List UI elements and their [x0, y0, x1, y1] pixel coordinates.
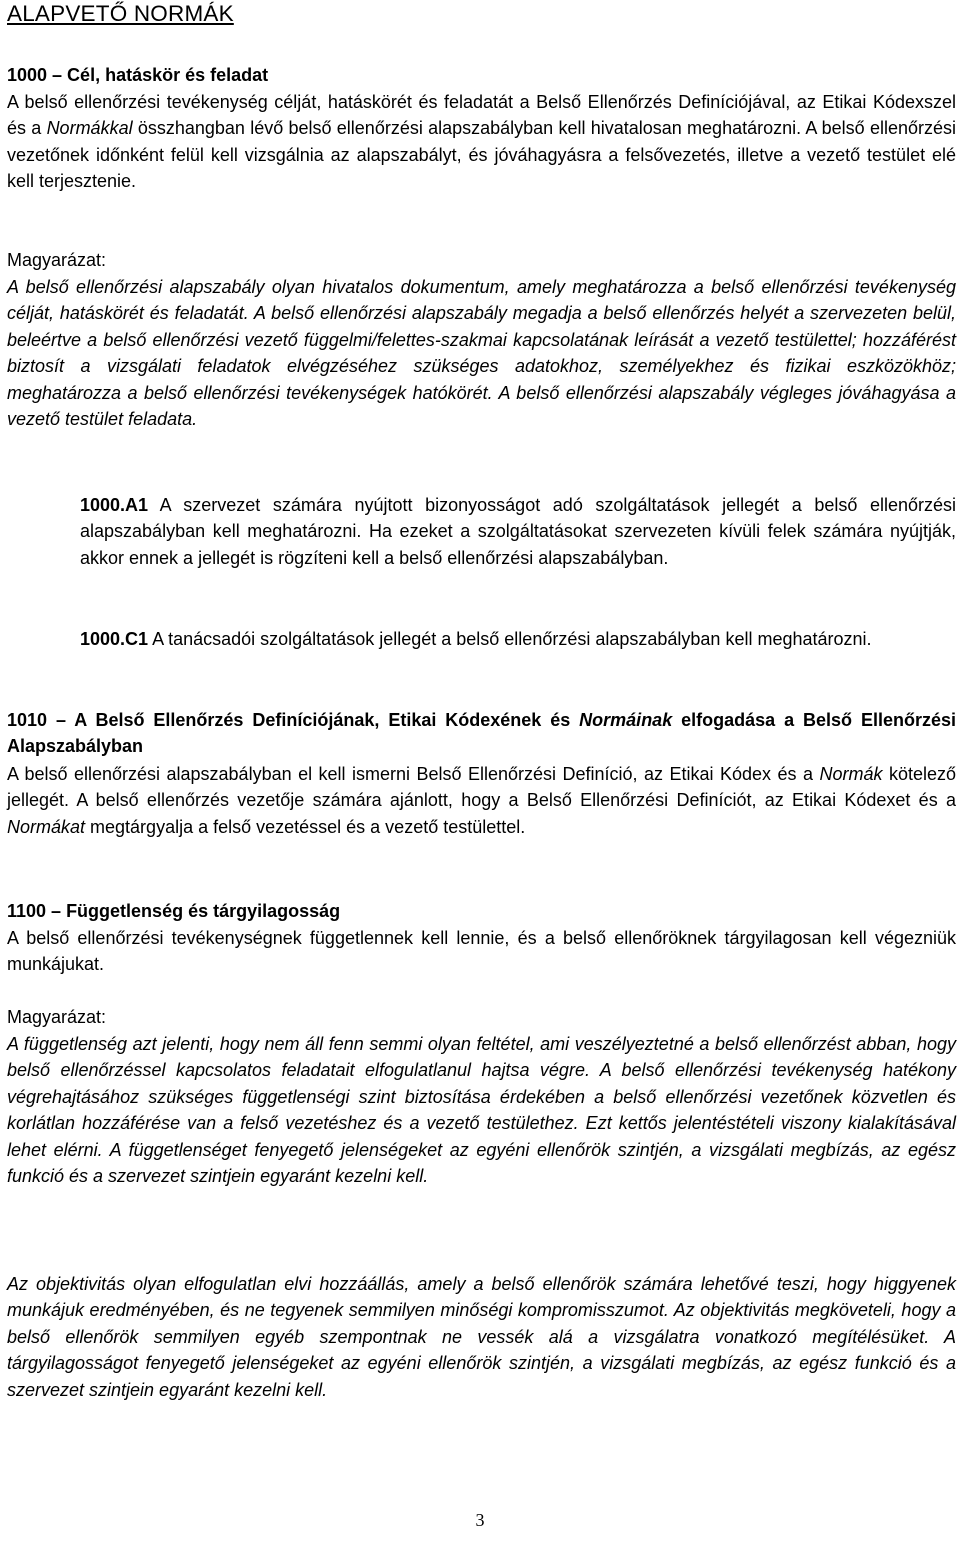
- section-1010-body-b: kötelező jellegét. A belső ellenőrzés vezetője számára ajánlott, hogy a Belső Ellenőrzési Definíciót, az Etikai Kódexet és a: [7, 764, 956, 811]
- section-1000-explanation-label: Magyarázat:: [7, 250, 107, 270]
- page-number: 3: [475, 1510, 485, 1530]
- section-1000-c1: [80, 626, 956, 652]
- section-1000-a1-text: A szervezet számára nyújtott bizonyosságot adó szolgáltatások jellegét a belső ellenőrzési alapszabályban kell meghatározni. Ha ezeket a szolgáltatásokat szervezeten kívüli felek számára nyújtják, akkor ennek a jellegét is rögzíteni kell a belső ellenőrzési alapszabályban.: [80, 495, 956, 568]
- section-1010-body-a: A belső ellenőrzési alapszabályban el kell ismerni Belső Ellenőrzési Definíció, az Etikai Kódex és a: [7, 764, 820, 784]
- section-1000-a1: [80, 492, 956, 571]
- section-1000-body-normakkal: Normákkal: [46, 118, 133, 139]
- section-1100-explanation-objectivity: Az objektivitás olyan elfogulatlan elvi hozzáállás, amely a belső ellenőrök számára lehetővé teszi, hogy higgyenek munkájuk eredményében, és ne tegyenek semmilyen minőségi kompromisszumot. Az objektivitás megköveteli, hogy a belső ellenőrök semmilyen egyéb szempontnak ne vessék alá a vizsgálatra vonatkozó megítélésüket. A tárgyilagosságot fenyegető jelenségeket az egyéni ellenőrök szintjén, a vizsgálati megbízás, az egész funkció és a szervezet szintjein egyaránt kezelni kell.: [7, 1274, 956, 1400]
- section-1000-body-b: összhangban lévő belső ellenőrzési alapszabályban kell hivatalosan meghatározni. A belső ellenőrzési vezetőnek időnként felül kell vizsgálnia az alapszabályt, és jóváhagyásra a felsővezetés, illetve a vezető testület elé kell terjesztenie.: [7, 118, 956, 192]
- section-1100-explanation-label: Magyarázat:: [7, 1007, 107, 1027]
- section-1010-heading-b: elfogadása a Belső Ellenőrzési Alapszabályban: [7, 710, 956, 757]
- section-1100-explanation-independence: A függetlenség azt jelenti, hogy nem áll fenn semmi olyan feltétel, ami veszélyeztetné a belső ellenőrzést abban, hogy belső ellenőrzéssel kapcsolatos feladatait elfogulatlanul hajtsa végre. A belső ellenőrzési tevékenység hatékony végrehajtásához szükséges függetlenségi szint biztosítása érdekében a belső ellenőrzési vezetőnek közvetlen és korlátlan hozzáférése van a felső vezetéshez és a vezető testülethez. Ezt kettős jelentéstételi viszony kialakításával lehet elérni. A függetlenséget fenyegető jelenségeket az egyéni ellenőrök szintjén, a vizsgálati megbízás, az egész funkció és a szervezet szintjein egyaránt kezelni kell.: [7, 1034, 956, 1187]
- section-1010-body-normakat: Normákat: [7, 816, 86, 837]
- section-1010-heading: [7, 707, 956, 760]
- section-1000-body: [7, 89, 956, 195]
- section-1000-c1-code: 1000.C1: [80, 629, 149, 649]
- section-1100-heading: 1100 – Függetlenség és tárgyilagosság: [7, 901, 341, 921]
- section-1100-body: A belső ellenőrzési tevékenységnek függetlennek kell lennie, és a belső ellenőröknek tárgyilagosan kell végezniük munkájukat.: [7, 928, 956, 975]
- section-1000-heading: 1000 – Cél, hatáskör és feladat: [7, 65, 269, 85]
- section-1000-a1-code: 1000.A1: [80, 495, 149, 515]
- section-1010-body: [7, 761, 956, 840]
- section-1000-c1-text: A tanácsadói szolgáltatások jellegét a belső ellenőrzési alapszabályban kell meghatározni.: [148, 629, 872, 649]
- section-1010-heading-normainak: Normáinak: [579, 710, 673, 730]
- section-1000-body-a: A belső ellenőrzési tevékenység célját, hatáskörét és feladatát a Belső Ellenőrzés Definíciójával, az Etikai Kódexszel és a: [7, 92, 956, 139]
- section-1010-heading-a: 1010 – A Belső Ellenőrzés Definíciójának, Etikai Kódexének és: [7, 710, 580, 730]
- section-1000-explanation: A belső ellenőrzési alapszabály olyan hivatalos dokumentum, amely meghatározza a belső ellenőrzési tevékenység célját, hatáskörét és feladatát. A belső ellenőrzési alapszabály megadja a belső ellenőrzés helyét a szervezeten belül, beleértve a belső ellenőrzési vezető függelmi/felettes-szakmai kapcsolatának leírását a vezető testülettel; hozzáférést biztosít a vizsgálati feladatok elvégzéséhez szükséges adatokhoz, személyekhez és fizikai eszközökhöz; meghatározza a belső ellenőrzési tevékenységek hatókörét. A belső ellenőrzési alapszabály végleges jóváhagyása a vezető testület feladata.: [7, 277, 956, 430]
- section-1010-body-c: megtárgyalja a felső vezetéssel és a vezető testülettel.: [85, 816, 526, 837]
- section-1010-body-normak: Normák: [819, 764, 883, 784]
- page-title: ALAPVETŐ NORMÁK: [7, 1, 234, 26]
